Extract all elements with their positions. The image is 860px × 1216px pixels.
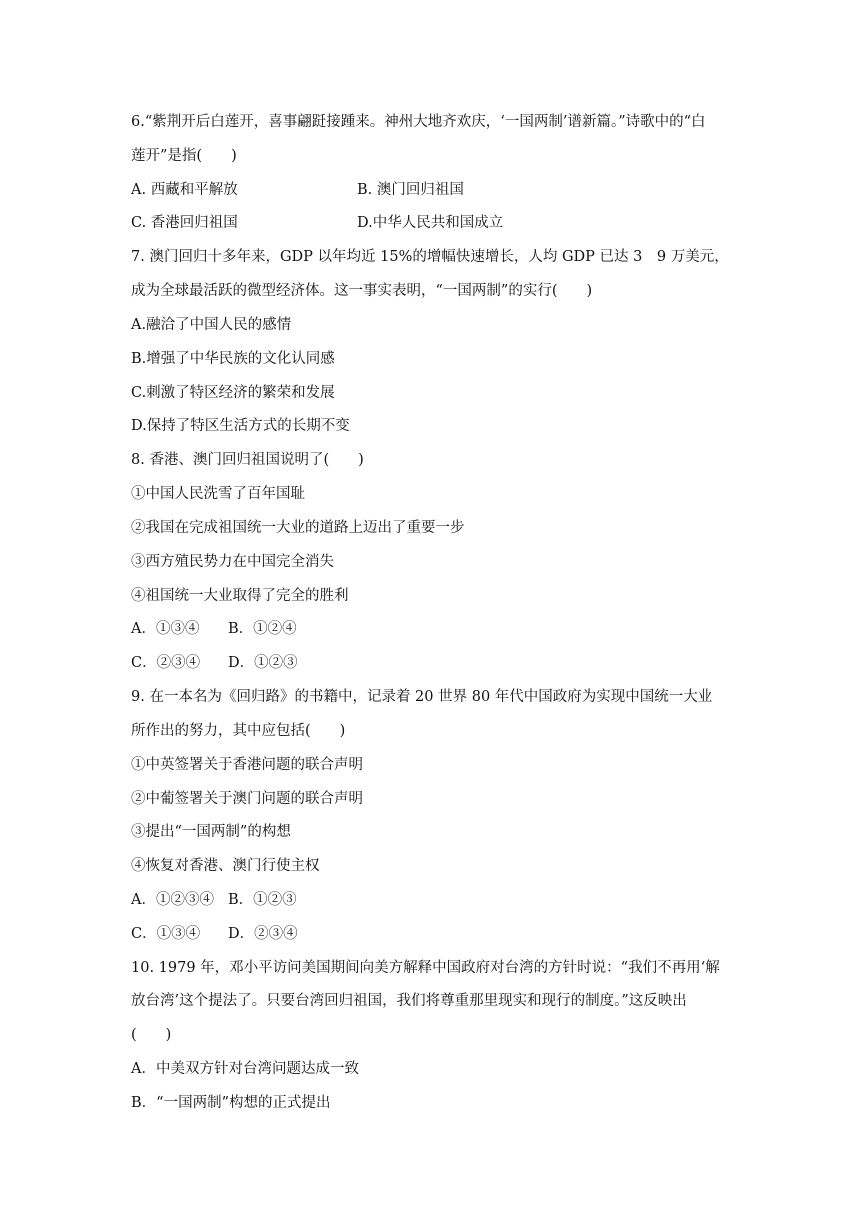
q7-stem-line-2: 成为全球最活跃的微型经济体。这一事实表明，“一国两制”的实行( ) <box>131 283 593 299</box>
q6-option-d: D.中华人民共和国成立 <box>357 215 504 231</box>
q7-option-a: A.融洽了中国人民的感情 <box>131 317 292 333</box>
q7-option-b: B.增强了中华民族的文化认同感 <box>131 351 335 367</box>
q8-stem-line-1: 8. 香港、澳门回归祖国说明了( ) <box>131 452 364 468</box>
q8-option-row-1 <box>131 619 741 639</box>
q8-item-1: ①中国人民洗雪了百年国耻 <box>131 486 305 502</box>
q8-option-b: B．①②④ <box>228 621 297 637</box>
q8-option-c: C．②③④ <box>131 655 201 671</box>
q6-option-c: C. 香港回归祖国 <box>131 215 238 231</box>
q8-item-3: ③西方殖民势力在中国完全消失 <box>131 554 334 570</box>
q7-stem-line-1: 7. 澳门回归十多年来，GDP 以年均近 15%的增幅快速增长，人均 GDP 已达 3 9 万美元， <box>131 249 729 265</box>
q10-stem-line-2: 放台湾’这个提法了。只要台湾回归祖国，我们将尊重那里现实和现行的制度。”这反映出 <box>131 993 687 1009</box>
q9-option-a: A．①②③④ <box>131 892 214 908</box>
q10-stem-line-3: ( ) <box>131 1027 172 1043</box>
q9-item-1: ①中英签署关于香港问题的联合声明 <box>131 757 363 773</box>
q8-item-4: ④祖国统一大业取得了完全的胜利 <box>131 588 349 604</box>
q6-stem-line-2: 莲开”是指( ) <box>131 148 237 164</box>
q9-option-d: D．②③④ <box>228 926 298 942</box>
q7-option-d: D.保持了特区生活方式的长期不变 <box>131 418 350 434</box>
q9-stem-line-1: 9. 在一本名为《回归路》的书籍中，记录着 20 世界 80 年代中国政府为实现中国统一大业 <box>131 689 713 705</box>
q6-option-a: A. 西藏和平解放 <box>131 182 238 198</box>
q6-option-row-2 <box>131 213 741 233</box>
q7-option-c: C.刺激了特区经济的繁荣和发展 <box>131 385 335 401</box>
q9-item-2: ②中葡签署关于澳门问题的联合声明 <box>131 791 363 807</box>
q8-option-a: A．①③④ <box>131 621 200 637</box>
q8-option-d: D．①②③ <box>228 655 298 671</box>
q9-option-c: C．①③④ <box>131 926 201 942</box>
q9-item-3: ③提出“一国两制”的构想 <box>131 824 291 840</box>
q9-option-row-1 <box>131 890 741 910</box>
q8-item-2: ②我国在完成祖国统一大业的道路上迈出了重要一步 <box>131 520 465 536</box>
q10-stem-line-1: 10. 1979 年，邓小平访问美国期间向美方解释中国政府对台湾的方针时说：“我们不再用‘解 <box>131 960 720 976</box>
q10-option-b: B．“一国两制”构想的正式提出 <box>131 1095 331 1111</box>
q9-item-4: ④恢复对香港、澳门行使主权 <box>131 858 320 874</box>
q6-option-row-1 <box>131 180 741 200</box>
q6-option-b: B. 澳门回归祖国 <box>357 182 464 198</box>
q9-option-row-2 <box>131 924 741 944</box>
q9-option-b: B．①②③ <box>228 892 297 908</box>
q6-stem-line-1: 6.“紫荆开后白莲开，喜事翩跹接踵来。神州大地齐欢庆，‘一国两制’谱新篇。”诗歌中的“白 <box>131 114 706 130</box>
q8-option-row-2 <box>131 653 741 673</box>
q10-option-a: A．中美双方针对台湾问题达成一致 <box>131 1061 359 1077</box>
q9-stem-line-2: 所作出的努力，其中应包括( ) <box>131 723 346 739</box>
